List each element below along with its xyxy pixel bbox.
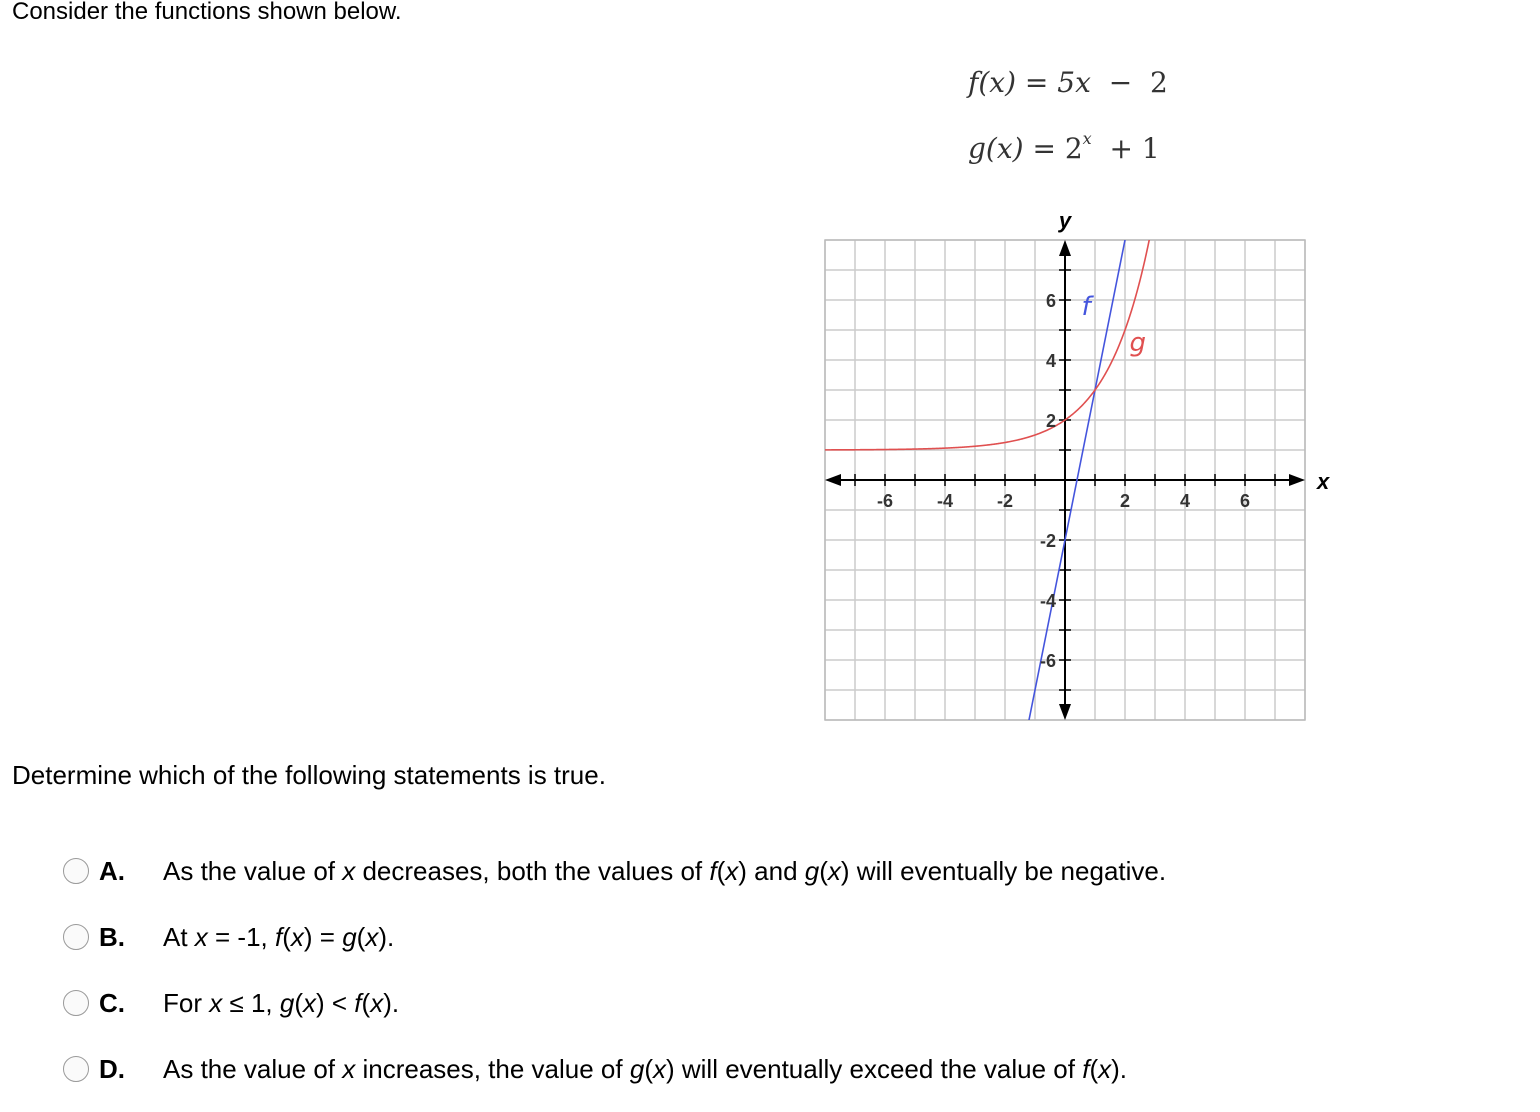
math-variable: x <box>827 855 841 886</box>
statement-text: ( <box>361 987 371 1018</box>
statement-text: ( <box>644 1053 653 1084</box>
statement-text: ) will eventually be negative. <box>840 855 1167 886</box>
y-axis-down-arrow <box>1059 704 1071 720</box>
choice-statement <box>163 922 394 953</box>
math-variable: x <box>303 987 316 1018</box>
equation-g: g(x) = 2$^x$ + 1 <box>968 128 1160 165</box>
x-tick-label: 2 <box>1119 491 1131 511</box>
statement-text: ( <box>282 921 291 952</box>
x-axis-left-arrow <box>825 474 841 486</box>
math-variable: x <box>1098 1053 1112 1084</box>
math-variable: x <box>365 921 379 952</box>
statement-text: ) = <box>303 921 343 952</box>
series-label-g: g <box>1129 328 1147 358</box>
series-label-f: f <box>1081 292 1091 322</box>
math-variable: x <box>209 987 223 1018</box>
choice-letter: D. <box>99 1053 125 1084</box>
y-tick-label: -2 <box>1039 531 1056 551</box>
math-variable: f <box>275 921 283 952</box>
statement-text: At <box>163 921 195 952</box>
math-variable: x <box>342 1053 356 1084</box>
statement-text: ≤ 1, <box>222 987 280 1018</box>
y-tick-label: 6 <box>1045 291 1056 311</box>
choice-c[interactable] <box>56 983 399 1023</box>
math-variable: x <box>342 855 356 886</box>
statement-text: ). <box>383 987 400 1018</box>
statement-text: = -1, <box>207 921 275 952</box>
choice-statement <box>163 1054 1127 1085</box>
choice-a[interactable] <box>56 851 1166 891</box>
math-variable: f <box>354 987 362 1018</box>
statement-text: ( <box>1089 1053 1099 1084</box>
math-variable: x <box>652 1053 666 1084</box>
x-axis-right-arrow <box>1289 474 1305 486</box>
y-tick-label: 4 <box>1045 351 1056 371</box>
statement-text: ( <box>294 987 303 1018</box>
statement-text: ). <box>378 921 395 952</box>
statement-text: ) and <box>738 855 805 886</box>
math-variable: g <box>804 855 820 886</box>
statement-text: ( <box>356 921 366 952</box>
graph-axes <box>825 240 1305 720</box>
choice-b[interactable] <box>56 917 394 957</box>
radio-button[interactable] <box>63 990 89 1016</box>
math-variable: g <box>629 1053 645 1084</box>
math-variable: x <box>370 987 384 1018</box>
statement-text: For <box>163 987 210 1018</box>
radio-button[interactable] <box>63 1056 89 1082</box>
statement-text: As the value of <box>163 1053 343 1084</box>
y-tick-label: -6 <box>1039 651 1056 671</box>
y-tick-label: -4 <box>1039 591 1056 611</box>
math-variable: x <box>290 921 304 952</box>
statement-text: increases, the value of <box>355 1053 630 1084</box>
y-tick-label: 2 <box>1045 411 1056 431</box>
choice-letter: A. <box>99 855 125 886</box>
radio-button[interactable] <box>63 924 89 950</box>
statement-text: ) will eventually exceed the value of <box>665 1053 1083 1084</box>
x-tick-label: 4 <box>1179 491 1191 511</box>
statement-text: decreases, both the values of <box>355 855 710 886</box>
x-tick-label: -6 <box>876 491 894 511</box>
y-axis-up-arrow <box>1059 240 1071 256</box>
x-tick-label: -2 <box>996 491 1014 511</box>
math-variable: f <box>1082 1053 1090 1084</box>
question-prompt: Determine which of the following statements is true. <box>12 760 606 790</box>
radio-button[interactable] <box>63 858 89 884</box>
choice-statement <box>163 988 399 1019</box>
x-axis-label: x <box>1317 469 1330 494</box>
math-variable: x <box>725 855 739 886</box>
statement-text: As the value of <box>163 855 343 886</box>
x-tick-label: 6 <box>1239 491 1251 511</box>
statement-text: ). <box>1111 1053 1128 1084</box>
math-variable: f <box>709 855 717 886</box>
math-variable: g <box>342 921 357 952</box>
math-variable: x <box>194 921 208 952</box>
y-axis-label: y <box>1058 208 1072 233</box>
equation-f: f(x) = 5x − 2 <box>968 66 1168 99</box>
choice-d[interactable] <box>56 1049 1127 1089</box>
x-tick-label: -4 <box>936 491 954 511</box>
intro-text: Consider the functions shown below. <box>12 0 402 25</box>
statement-text: ( <box>716 855 726 886</box>
choice-letter: B. <box>99 921 125 952</box>
choice-letter: C. <box>99 987 125 1018</box>
statement-text: ( <box>819 855 828 886</box>
choice-statement <box>163 856 1166 887</box>
math-variable: g <box>279 987 295 1018</box>
statement-text: ) < <box>316 987 355 1018</box>
